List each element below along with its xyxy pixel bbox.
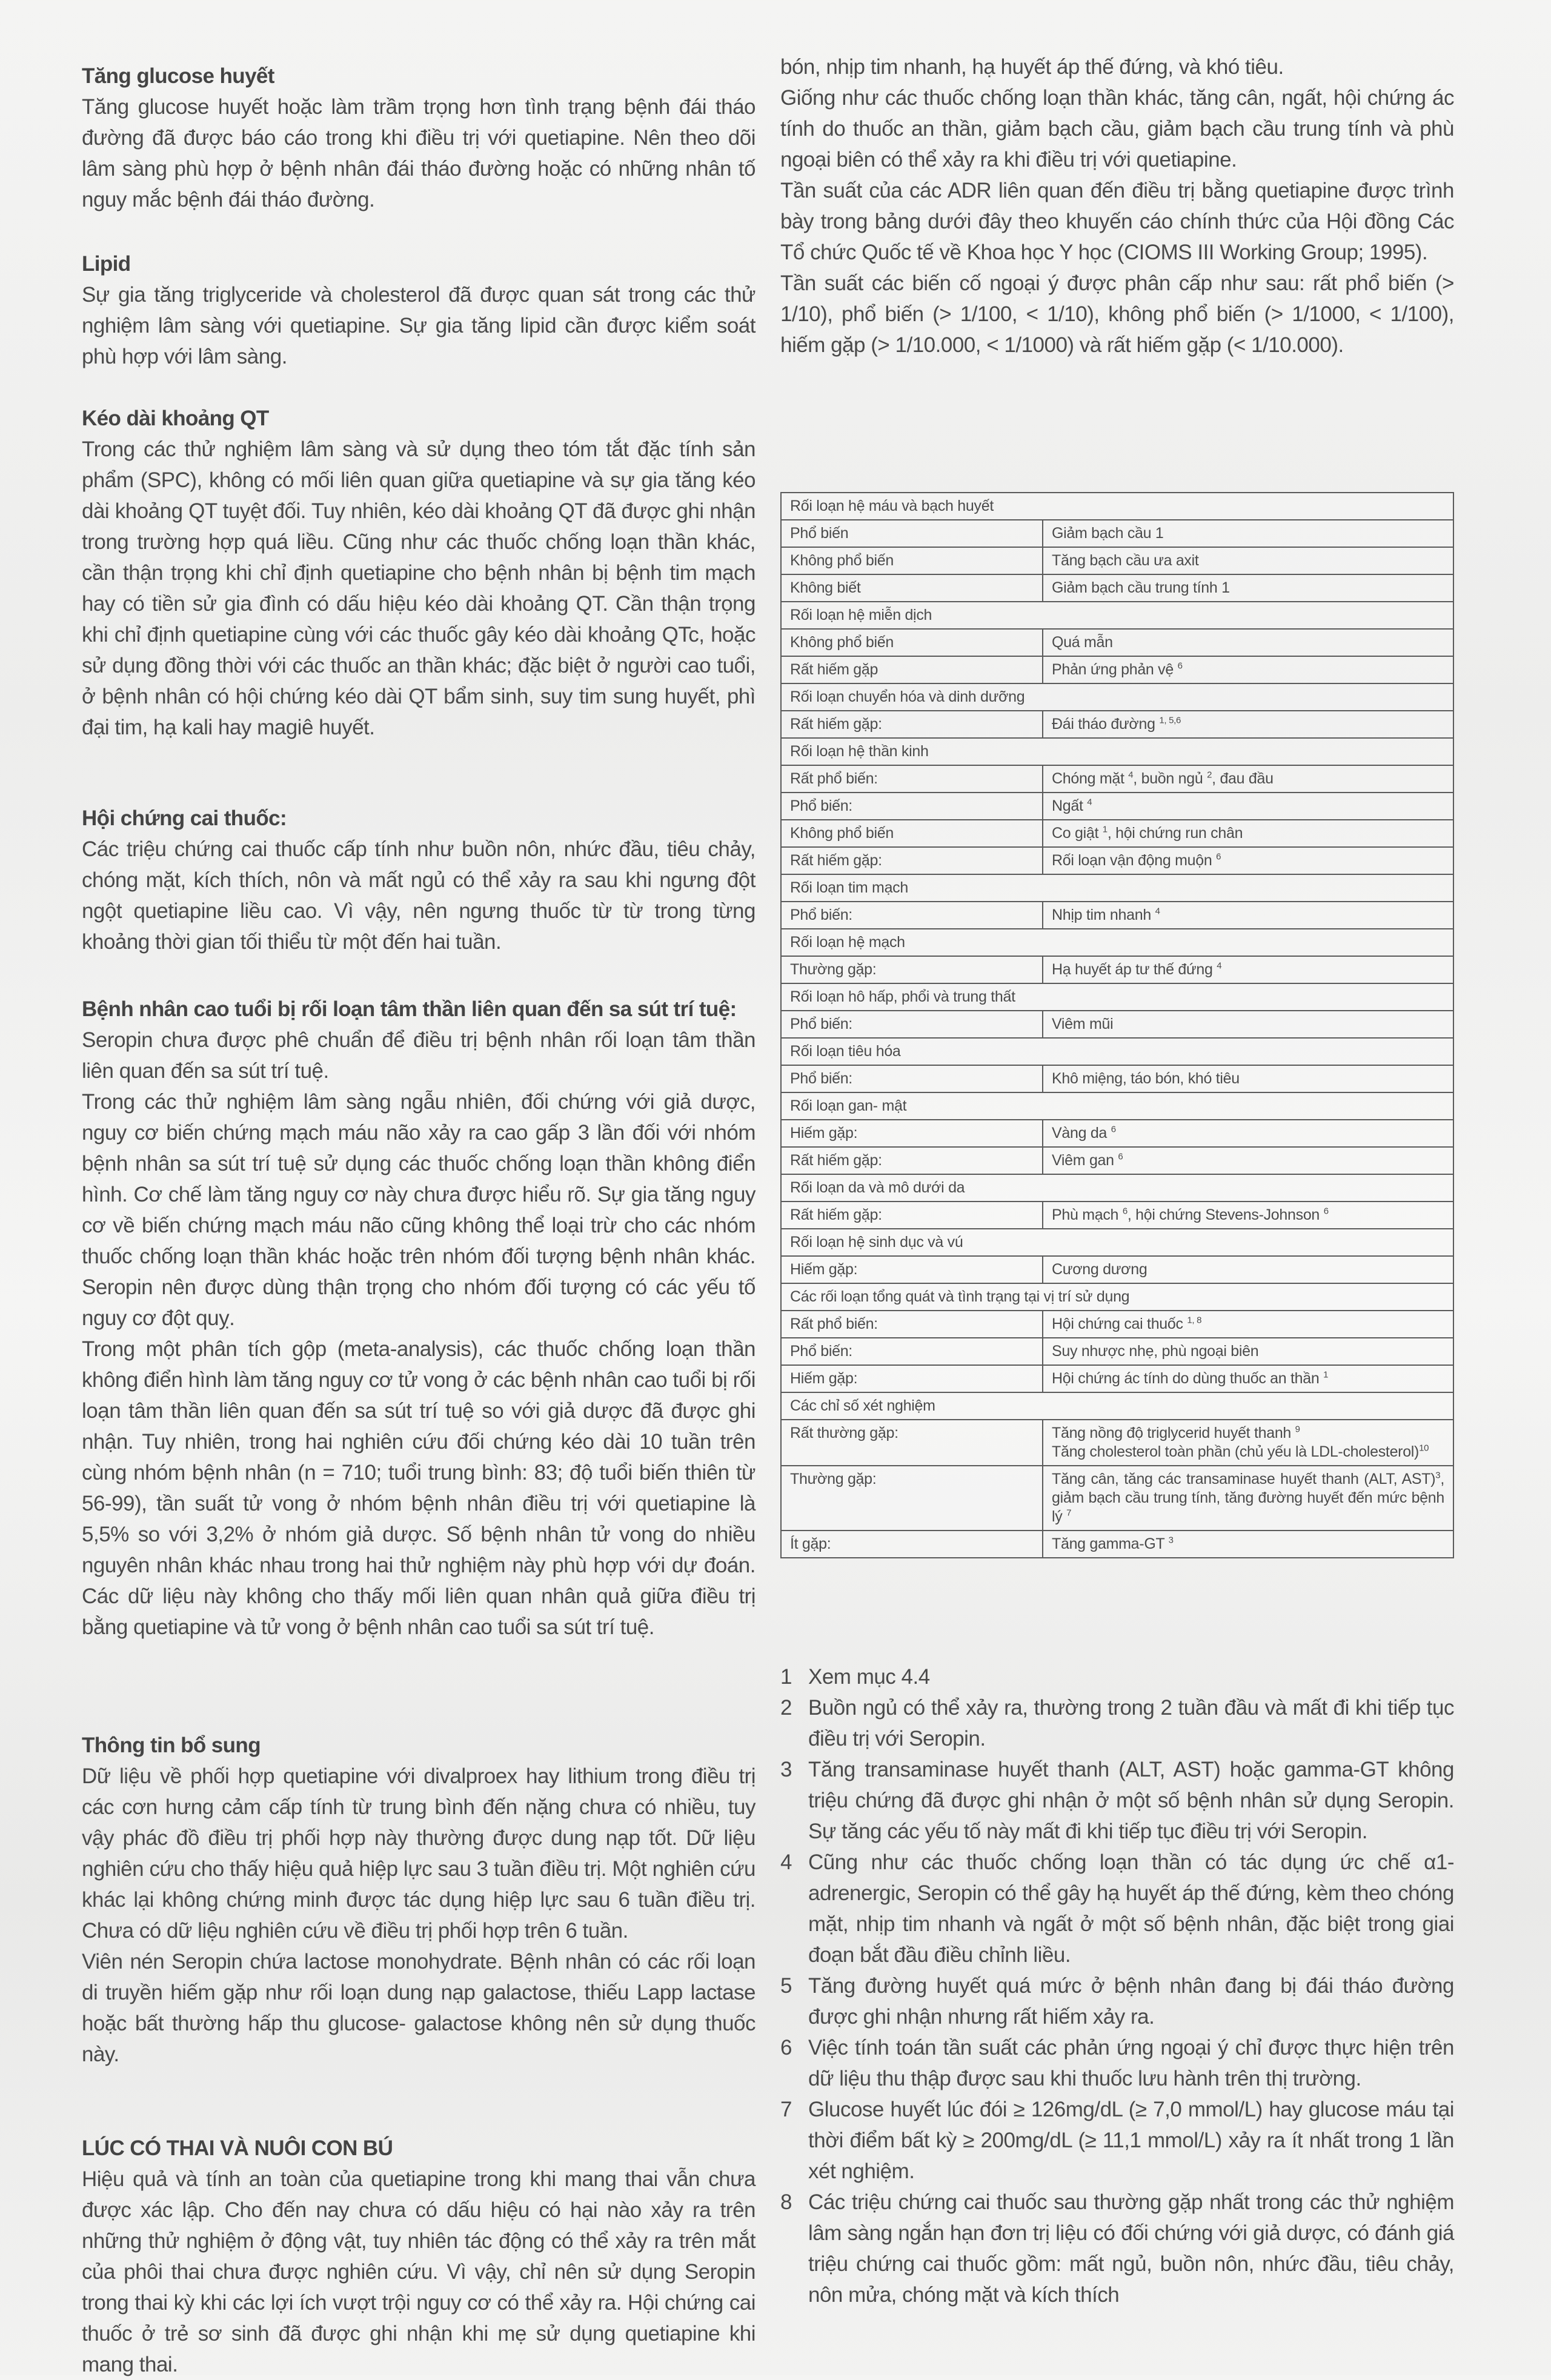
frequency-cell: Phổ biến: bbox=[781, 1338, 1043, 1365]
footnote-ref: 6 bbox=[1216, 851, 1221, 862]
frequency-cell: Thường gặp: bbox=[781, 1466, 1043, 1531]
table-row bbox=[781, 547, 1453, 574]
frequency-cell: Ít gặp: bbox=[781, 1531, 1043, 1558]
frequency-cell: Rất phổ biến: bbox=[781, 1311, 1043, 1338]
category-cell: Rối loạn gan- mật bbox=[781, 1092, 1453, 1120]
effect-cell bbox=[1043, 1011, 1453, 1038]
effect-text: Rối loạn vận động muộn bbox=[1052, 852, 1217, 869]
effect-line bbox=[1052, 960, 1444, 979]
table-row bbox=[781, 1420, 1453, 1466]
footnote-ref: 6 bbox=[1122, 1206, 1128, 1217]
footnote-number: 8 bbox=[780, 2190, 792, 2214]
frequency-cell: Không phổ biến bbox=[781, 820, 1043, 847]
effect-cell bbox=[1043, 793, 1453, 820]
section bbox=[82, 803, 756, 957]
table-row bbox=[781, 629, 1453, 656]
effect-cell bbox=[1043, 1065, 1453, 1092]
effect-line bbox=[1052, 1151, 1444, 1170]
footnote-ref: 9 bbox=[1295, 1424, 1300, 1435]
effect-line bbox=[1052, 633, 1444, 652]
footnote-number: 3 bbox=[780, 1758, 792, 1781]
footnote-text: Glucose huyết lúc đói ≥ 126mg/dL (≥ 7,0 mmol/L) hay glucose máu tại thời điểm bất kỳ ≥ 200mg/dL (≥ 11,1 mmol/L) xảy ra ít nhất trong 1 lần xét nghiệm. bbox=[808, 2098, 1454, 2183]
table-row bbox=[781, 520, 1453, 547]
effect-cell bbox=[1043, 902, 1453, 929]
table-row bbox=[781, 1011, 1453, 1038]
footnote-text: Cũng như các thuốc chống loạn thần có tác dụng ức chế α1-adrenergic, Seropin có thể gây hạ huyết áp thế đứng, kèm theo chóng mặt, nhịp tim nhanh và ngất ở một số bệnh nhân, đặc biệt trong giai đoạn bắt đầu điều chỉnh liều. bbox=[808, 1850, 1454, 1967]
effect-cell bbox=[1043, 1147, 1453, 1174]
effect-line bbox=[1052, 1443, 1444, 1461]
effect-cell bbox=[1043, 1120, 1453, 1147]
effect-line bbox=[1052, 1424, 1444, 1443]
section bbox=[82, 994, 756, 1643]
footnote-number: 5 bbox=[780, 1974, 792, 1998]
category-cell: Các chỉ số xét nghiệm bbox=[781, 1392, 1453, 1420]
effect-line bbox=[1052, 715, 1444, 734]
effect-line bbox=[1052, 1206, 1444, 1225]
table-row bbox=[781, 574, 1453, 602]
frequency-cell: Rất hiếm gặp: bbox=[781, 847, 1043, 874]
effect-text: Giảm bạch cầu 1 bbox=[1052, 525, 1164, 542]
section-heading: Lipid bbox=[82, 252, 131, 276]
footnote-number: 4 bbox=[780, 1850, 792, 1874]
effect-line bbox=[1052, 824, 1444, 843]
effect-line bbox=[1052, 1260, 1444, 1279]
frequency-cell: Rất hiếm gặp bbox=[781, 656, 1043, 683]
effect-text: Co giật bbox=[1052, 825, 1103, 842]
effect-cell bbox=[1043, 1202, 1453, 1229]
effect-text: Đái tháo đường bbox=[1052, 716, 1160, 733]
frequency-cell: Rất hiếm gặp: bbox=[781, 1202, 1043, 1229]
frequency-cell: Hiếm gặp: bbox=[781, 1256, 1043, 1283]
footnote-text: Xem mục 4.4 bbox=[808, 1665, 930, 1689]
category-row bbox=[781, 874, 1453, 902]
footnote-ref: 7 bbox=[1066, 1507, 1072, 1518]
frequency-cell: Rất hiếm gặp: bbox=[781, 711, 1043, 738]
effect-text: Tăng gamma-GT bbox=[1052, 1535, 1169, 1552]
effect-line bbox=[1052, 660, 1444, 679]
frequency-cell: Hiếm gặp: bbox=[781, 1120, 1043, 1147]
category-row bbox=[781, 1392, 1453, 1420]
table-row bbox=[781, 793, 1453, 820]
category-cell: Rối loạn hệ máu và bạch huyết bbox=[781, 493, 1453, 520]
effect-line bbox=[1052, 1124, 1444, 1143]
effect-cell bbox=[1043, 1531, 1453, 1558]
paragraph: Viên nén Seropin chứa lactose monohydrate. Bệnh nhân có các rối loạn di truyền hiếm gặp như rối loạn dung nạp galactose, thiếu Lapp lactase hoặc bất thường hấp thu glucose- galactose không nên sử dụng thuốc này. bbox=[82, 1950, 756, 2066]
footnote-ref: 1, 5,6 bbox=[1159, 715, 1181, 726]
paragraph: Dữ liệu về phối hợp quetiapine với divalproex hay lithium trong điều trị các cơn hưng cảm cấp tính từ trung bình đến nặng chưa có nhiều, tuy vậy phác đồ điều trị phối hợp này thường được dung nạp tốt. Dữ liệu nghiên cứu cho thấy hiệu quả hiệp lực sau 3 tuần điều trị. Một nghiên cứu khác lại không chứng minh được tác dụng hiệp lực sau 6 tuần điều trị. Chưa có dữ liệu nghiên cứu về điều trị phối hợp trên 6 tuần. bbox=[82, 1764, 756, 1943]
table-row bbox=[781, 902, 1453, 929]
footnote bbox=[780, 2032, 1454, 2094]
footnote-number: 2 bbox=[780, 1696, 792, 1720]
effect-line bbox=[1052, 1535, 1444, 1554]
effect-cell bbox=[1043, 520, 1453, 547]
paragraph: Tăng glucose huyết hoặc làm trầm trọng hơn tình trạng bệnh đái tháo đường đã được báo cáo trong khi điều trị với quetiapine. Nên theo dõi lâm sàng phù hợp ở bệnh nhân đái tháo đường hoặc có những nhân tố nguy mắc bệnh đái tháo đường. bbox=[82, 95, 756, 211]
paragraph: Giống như các thuốc chống loạn thần khác, tăng cân, ngất, hội chứng ác tính do thuốc an thần, giảm bạch cầu, giảm bạch cầu trung tính và phù ngoại biên có thể xảy ra khi điều trị với quetiapine. bbox=[780, 86, 1454, 171]
table-row bbox=[781, 1202, 1453, 1229]
effect-text: , buồn ngủ bbox=[1133, 770, 1207, 787]
table-row bbox=[781, 1065, 1453, 1092]
table-row bbox=[781, 1311, 1453, 1338]
footnote bbox=[780, 2187, 1454, 2310]
frequency-cell: Phổ biến: bbox=[781, 1011, 1043, 1038]
footnote-ref: 4 bbox=[1128, 770, 1134, 780]
section-heading: Bệnh nhân cao tuổi bị rối loạn tâm thần liên quan đến sa sút trí tuệ: bbox=[82, 997, 737, 1021]
effect-line bbox=[1052, 1315, 1444, 1334]
effect-cell bbox=[1043, 1338, 1453, 1365]
frequency-cell: Phổ biến: bbox=[781, 902, 1043, 929]
category-row bbox=[781, 929, 1453, 956]
effect-text: Viêm mũi bbox=[1052, 1015, 1114, 1032]
frequency-cell: Hiếm gặp: bbox=[781, 1365, 1043, 1392]
category-cell: Rối loạn tim mạch bbox=[781, 874, 1453, 902]
effect-text: , hội chứng Stevens-Johnson bbox=[1127, 1206, 1324, 1223]
section-heading: Hội chứng cai thuốc: bbox=[82, 806, 287, 830]
table-row bbox=[781, 847, 1453, 874]
paragraph: Các triệu chứng cai thuốc cấp tính như buồn nôn, nhức đầu, tiêu chảy, chóng mặt, kích thích, nôn và mất ngủ có thể xảy ra sau khi ngưng đột ngột quetiapine liều cao. Vì vậy, nên ngưng thuốc từ từ trong từng khoảng thời gian tối thiểu từ một đến hai tuần. bbox=[82, 837, 756, 954]
category-cell: Rối loạn hệ miễn dịch bbox=[781, 602, 1453, 629]
table-row bbox=[781, 956, 1453, 983]
paragraph: Sự gia tăng triglyceride và cholesterol đã được quan sát trong các thử nghiệm lâm sàng với quetiapine. Sự gia tăng lipid cần được kiểm soát phù hợp với lâm sàng. bbox=[82, 283, 756, 368]
category-row bbox=[781, 1174, 1453, 1202]
effect-text: Hội chứng cai thuốc bbox=[1052, 1315, 1187, 1332]
frequency-cell: Phổ biến: bbox=[781, 1065, 1043, 1092]
table-row bbox=[781, 1120, 1453, 1147]
section-heading: LÚC CÓ THAI VÀ NUÔI CON BÚ bbox=[82, 2136, 393, 2160]
effect-line bbox=[1052, 797, 1444, 816]
category-row bbox=[781, 683, 1453, 711]
effect-text: Giảm bạch cầu trung tính 1 bbox=[1052, 579, 1230, 596]
effect-text: Hội chứng ác tính do dùng thuốc an thần bbox=[1052, 1370, 1324, 1387]
frequency-cell: Phổ biến bbox=[781, 520, 1043, 547]
table-row bbox=[781, 820, 1453, 847]
effect-text: Cương dương bbox=[1052, 1261, 1147, 1278]
effect-text: Viêm gan bbox=[1052, 1152, 1118, 1169]
effect-text: , hội chứng run chân bbox=[1107, 825, 1243, 842]
effect-line bbox=[1052, 551, 1444, 570]
effect-cell bbox=[1043, 1420, 1453, 1466]
effect-cell bbox=[1043, 656, 1453, 683]
effect-cell bbox=[1043, 956, 1453, 983]
effect-text: Suy nhược nhẹ, phù ngoại biên bbox=[1052, 1343, 1259, 1360]
frequency-cell: Rất hiếm gặp: bbox=[781, 1147, 1043, 1174]
frequency-cell: Rất thường gặp: bbox=[781, 1420, 1043, 1466]
footnotes bbox=[780, 1661, 1454, 2310]
effect-line bbox=[1052, 579, 1444, 597]
effect-cell bbox=[1043, 765, 1453, 793]
footnote-number: 7 bbox=[780, 2098, 792, 2121]
effect-text: Phù mạch bbox=[1052, 1206, 1123, 1223]
paragraph: Hiệu quả và tính an toàn của quetiapine trong khi mang thai vẫn chưa được xác lập. Cho đến nay chưa có dấu hiệu có hại nào xảy ra trên những thử nghiệm ở động vật, tuy nhiên tác động có thể xảy ra trên mắt của phôi thai chưa được nghiên cứu. Vì vậy, chỉ nên sử dụng Seropin trong thai kỳ khi các lợi ích vượt trội nguy cơ có thể xảy ra. Hội chứng cai thuốc ở trẻ sơ sinh đã được ghi nhận khi mẹ sử dụng quetiapine khi mang thai. bbox=[82, 2167, 756, 2376]
footnote-ref: 4 bbox=[1155, 906, 1160, 917]
effect-text: Tăng cholesterol toàn phần (chủ yếu là LDL-cholesterol) bbox=[1052, 1443, 1420, 1460]
section bbox=[82, 403, 756, 743]
category-row bbox=[781, 983, 1453, 1011]
effect-line bbox=[1052, 1470, 1444, 1526]
frequency-cell: Phổ biến: bbox=[781, 793, 1043, 820]
effect-text: Tăng bạch cầu ưa axit bbox=[1052, 552, 1199, 569]
category-cell: Rối loạn da và mô dưới da bbox=[781, 1174, 1453, 1202]
category-row bbox=[781, 1038, 1453, 1065]
footnote-ref: 6 bbox=[1118, 1151, 1123, 1162]
category-row bbox=[781, 1092, 1453, 1120]
footnote-ref: 4 bbox=[1217, 960, 1222, 971]
table-row bbox=[781, 1147, 1453, 1174]
effect-text: Ngất bbox=[1052, 797, 1088, 814]
footnote-ref: 1 bbox=[1102, 824, 1108, 835]
effect-text: Quá mẫn bbox=[1052, 634, 1113, 651]
effect-cell bbox=[1043, 1365, 1453, 1392]
frequency-cell: Thường gặp: bbox=[781, 956, 1043, 983]
frequency-cell: Không phổ biến bbox=[781, 629, 1043, 656]
adr-intro bbox=[780, 52, 1454, 361]
category-cell: Rối loạn hô hấp, phổi và trung thất bbox=[781, 983, 1453, 1011]
table-row bbox=[781, 711, 1453, 738]
effect-cell bbox=[1043, 629, 1453, 656]
effect-text: Hạ huyết áp tư thế đứng bbox=[1052, 961, 1217, 978]
section bbox=[82, 2133, 756, 2380]
table-row bbox=[781, 765, 1453, 793]
paragraph: Trong các thử nghiệm lâm sàng và sử dụng theo tóm tắt đặc tính sản phẩm (SPC), không có mối liên quan giữa quetiapine và sự gia tăng kéo dài khoảng QT tuyệt đối. Tuy nhiên, kéo dài khoảng QT đã được ghi nhận trong trường hợp quá liều. Cũng như các thuốc chống loạn thần khác, cần thận trọng khi chỉ định quetiapine cho bệnh nhân bị bệnh tim mạch hay có tiền sử gia đình có dấu hiệu kéo dài khoảng QT. Cần thận trọng khi chỉ định quetiapine cùng với các thuốc gây kéo dài khoảng QTc, hoặc sử dụng đồng thời với các thuốc an thần khác; đặc biệt ở người cao tuổi, ở bệnh nhân có hội chứng kéo dài QT bẩm sinh, suy tim sung huyết, phì đại tim, hạ kali hay magiê huyết. bbox=[82, 437, 756, 739]
effect-line bbox=[1052, 524, 1444, 543]
footnote-ref: 10 bbox=[1419, 1443, 1429, 1454]
footnote bbox=[780, 1847, 1454, 1970]
section bbox=[82, 1730, 756, 2070]
frequency-cell: Không phổ biến bbox=[781, 547, 1043, 574]
footnote-ref: 6 bbox=[1177, 660, 1183, 671]
category-row bbox=[781, 493, 1453, 520]
effect-line bbox=[1052, 1069, 1444, 1088]
category-cell: Rối loạn hệ sinh dục và vú bbox=[781, 1229, 1453, 1256]
section-heading: Thông tin bổ sung bbox=[82, 1733, 261, 1757]
effect-cell bbox=[1043, 847, 1453, 874]
footnote bbox=[780, 1754, 1454, 1847]
effect-cell bbox=[1043, 1466, 1453, 1531]
effect-text: Nhịp tim nhanh bbox=[1052, 906, 1155, 923]
paragraph: Tần suất của các ADR liên quan đến điều trị bằng quetiapine được trình bày trong bảng dưới đây theo khuyến cáo chính thức của Hội đồng Các Tổ chức Quốc tế về Khoa học Y học (CIOMS III Working Group; 1995). bbox=[780, 179, 1454, 264]
paragraph: Trong một phân tích gộp (meta-analysis), các thuốc chống loạn thần không điển hình làm tăng nguy cơ tử vong ở các bệnh nhân cao tuổi bị rối loạn tâm thần liên quan đến sa sút trí tuệ so với giả dược đã được ghi nhận. Tuy nhiên, trong hai nghiên cứu đối chứng kéo dài 10 tuần trên cùng nhóm bệnh nhân (n = 710; tuổi trung bình: 83; độ tuổi biến thiên từ 56-99), tần suất tử vong ở nhóm bệnh nhân điều trị với quetiapine là 5,5% so với 3,2% ở nhóm giả dược. Số bệnh nhân tử vong do nhiều nguyên nhân khác nhau trong hai thử nghiệm này phù hợp với dự đoán. Các dữ liệu này không cho thấy mối liên quan nhân quả giữa điều trị bằng quetiapine và tử vong ở bệnh nhân cao tuổi sa sút trí tuệ. bbox=[82, 1337, 756, 1639]
footnote bbox=[780, 2094, 1454, 2187]
table-row bbox=[781, 656, 1453, 683]
footnote-text: Việc tính toán tần suất các phản ứng ngoại ý chỉ được thực hiện trên dữ liệu thu thập được sau khi thuốc lưu hành trên thị trường. bbox=[808, 2036, 1454, 2090]
effect-cell bbox=[1043, 1311, 1453, 1338]
table-row bbox=[781, 1338, 1453, 1365]
category-cell: Rối loạn tiêu hóa bbox=[781, 1038, 1453, 1065]
footnote-text: Tăng đường huyết quá mức ở bệnh nhân đang bị đái tháo đường được ghi nhận nhưng rất hiếm xảy ra. bbox=[808, 1974, 1454, 2029]
table-row bbox=[781, 1466, 1453, 1531]
footnote bbox=[780, 1970, 1454, 2032]
footnote-ref: 4 bbox=[1087, 797, 1092, 808]
category-cell: Các rối loạn tổng quát và tình trạng tại vị trí sử dụng bbox=[781, 1283, 1453, 1311]
section-heading: Kéo dài khoảng QT bbox=[82, 407, 269, 430]
effect-line bbox=[1052, 1369, 1444, 1388]
effect-line bbox=[1052, 1015, 1444, 1034]
effect-text: Tăng nồng độ triglycerid huyết thanh bbox=[1052, 1424, 1295, 1441]
footnote-ref: 1, 8 bbox=[1187, 1315, 1202, 1326]
footnote-number: 1 bbox=[780, 1665, 792, 1689]
footnote bbox=[780, 1692, 1454, 1754]
footnote-text: Tăng transaminase huyết thanh (ALT, AST) hoặc gamma-GT không triệu chứng đã được ghi nhận ở một số bệnh nhân sử dụng Seropin. Sự tăng các yếu tố này mất đi khi tiếp tục điều trị với Seropin. bbox=[808, 1758, 1454, 1843]
effect-text: Khô miệng, táo bón, khó tiêu bbox=[1052, 1070, 1240, 1087]
category-cell: Rối loạn hệ mạch bbox=[781, 929, 1453, 956]
footnote-ref: 6 bbox=[1111, 1124, 1116, 1135]
effect-line bbox=[1052, 851, 1444, 870]
footnote bbox=[780, 1661, 1454, 1692]
section bbox=[82, 61, 756, 215]
paragraph: bón, nhịp tim nhanh, hạ huyết áp thế đứng, và khó tiêu. bbox=[780, 55, 1284, 79]
effect-text: Chóng mặt bbox=[1052, 770, 1129, 787]
effect-line bbox=[1052, 770, 1444, 788]
table-row bbox=[781, 1531, 1453, 1558]
paragraph: Tần suất các biến cố ngoại ý được phân cấp như sau: rất phổ biến (> 1/10), phổ biến (> 1/100, < 1/10), không phổ biến (> 1/1000, < 1/100), hiếm gặp (> 1/10.000, < 1/1000) và rất hiếm gặp (< 1/10.000). bbox=[780, 271, 1454, 357]
frequency-cell: Rất phổ biến: bbox=[781, 765, 1043, 793]
footnote-ref: 2 bbox=[1207, 770, 1212, 780]
effect-cell bbox=[1043, 1256, 1453, 1283]
adr-frequency-table bbox=[780, 492, 1454, 1558]
footnote-text: Các triệu chứng cai thuốc sau thường gặp nhất trong các thử nghiệm lâm sàng ngắn hạn đơn trị liệu có đối chứng với giả dược, có đánh giá triệu chứng cai thuốc gồm: mất ngủ, buồn nôn, nhức đầu, tiêu chảy, nôn mửa, chóng mặt và kích thích bbox=[808, 2190, 1454, 2307]
category-row bbox=[781, 602, 1453, 629]
section bbox=[82, 248, 756, 372]
footnote-text: Buồn ngủ có thể xảy ra, thường trong 2 tuần đầu và mất đi khi tiếp tục điều trị với Seropin. bbox=[808, 1696, 1454, 1750]
category-row bbox=[781, 738, 1453, 765]
effect-text: , đau đầu bbox=[1212, 770, 1274, 787]
paragraph: Seropin chưa được phê chuẩn để điều trị bệnh nhân rối loạn tâm thần liên quan đến sa sút trí tuệ. bbox=[82, 1028, 756, 1083]
effect-text: Tăng cân, tăng các transaminase huyết thanh (ALT, AST) bbox=[1052, 1471, 1436, 1488]
footnote-ref: 1 bbox=[1323, 1369, 1329, 1380]
category-row bbox=[781, 1283, 1453, 1311]
effect-text: Vàng da bbox=[1052, 1125, 1111, 1142]
table-row bbox=[781, 1365, 1453, 1392]
category-cell: Rối loạn chuyển hóa và dinh dưỡng bbox=[781, 683, 1453, 711]
category-row bbox=[781, 1229, 1453, 1256]
category-cell: Rối loạn hệ thần kinh bbox=[781, 738, 1453, 765]
effect-cell bbox=[1043, 574, 1453, 602]
footnote-number: 6 bbox=[780, 2036, 792, 2059]
paragraph: Trong các thử nghiệm lâm sàng ngẫu nhiên, đối chứng với giả dược, nguy cơ biến chứng mạch máu não xảy ra cao gấp 3 lần đối với nhóm bệnh nhân sa sút trí tuệ sử dụng các thuốc chống loạn thần không điển hình. Cơ chế làm tăng nguy cơ này chưa được hiểu rõ. Sự gia tăng nguy cơ về biến chứng mạch máu não cũng không thể loại trừ cho các nhóm thuốc chống loạn thần khác hoặc trên nhóm đối tượng bệnh nhân khác. Seropin nên được dùng thận trọng cho nhóm đối tượng có các yếu tố nguy cơ đột quỵ. bbox=[82, 1090, 756, 1330]
effect-cell bbox=[1043, 711, 1453, 738]
footnote-ref: 6 bbox=[1323, 1206, 1329, 1217]
footnote-ref: 3 bbox=[1168, 1535, 1174, 1546]
section-heading: Tăng glucose huyết bbox=[82, 64, 274, 88]
effect-line bbox=[1052, 1342, 1444, 1361]
frequency-cell: Không biết bbox=[781, 574, 1043, 602]
effect-text: , giảm bạch cầu trung tính, tăng đường huyết đến mức bệnh lý bbox=[1052, 1471, 1444, 1525]
effect-line bbox=[1052, 906, 1444, 925]
footnote-ref: 3 bbox=[1435, 1470, 1441, 1481]
table-row bbox=[781, 1256, 1453, 1283]
effect-cell bbox=[1043, 547, 1453, 574]
effect-cell bbox=[1043, 820, 1453, 847]
effect-text: Phản ứng phản vệ bbox=[1052, 661, 1178, 678]
